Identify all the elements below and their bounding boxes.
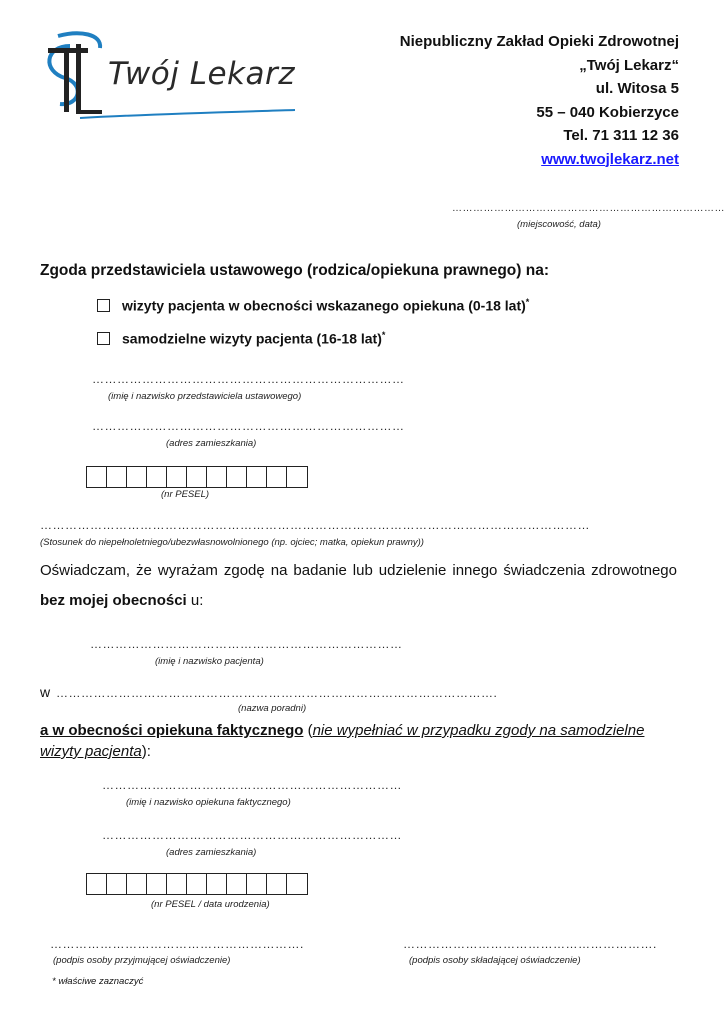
pesel-cell[interactable] bbox=[187, 874, 207, 894]
logo-brand-text: Twój Lekarz bbox=[108, 56, 296, 92]
pesel-cell[interactable] bbox=[247, 874, 267, 894]
pesel-cell[interactable] bbox=[207, 467, 227, 487]
website-link[interactable]: www.twojlekarz.net bbox=[541, 150, 679, 168]
rep-name-field[interactable]: ………………………………………………………………… bbox=[92, 372, 405, 386]
statement-paragraph bbox=[40, 556, 677, 616]
clinic-logo bbox=[40, 26, 300, 126]
place-date-caption: (miejscowość, data) bbox=[517, 219, 601, 230]
clinic-name-field[interactable]: ……………………………………………………………………………………………. bbox=[56, 686, 498, 700]
clinic-header bbox=[400, 30, 679, 171]
pesel-cell[interactable] bbox=[127, 467, 147, 487]
option-2-label: samodzielne wizyty pacjenta (16-18 lat) bbox=[122, 330, 382, 347]
header-line-4: 55 – 040 Kobierzyce bbox=[536, 103, 679, 121]
pesel-cell[interactable] bbox=[227, 874, 247, 894]
option-row-2 bbox=[97, 330, 385, 347]
rep-name-caption: (imię i nazwisko przedstawiciela ustawowego) bbox=[108, 391, 302, 402]
clinic-name-caption: (nazwa poradni) bbox=[238, 703, 307, 714]
clinic-w-label: w bbox=[40, 684, 51, 700]
place-date-field[interactable]: …………………………………………………………………… bbox=[452, 203, 725, 214]
guardian-presence-note: nie wypełniać w przypadku zgody na samodzielne wizyty pacjenta bbox=[40, 722, 645, 760]
header-line-5: Tel. 71 311 12 36 bbox=[563, 127, 679, 144]
pesel-cell[interactable] bbox=[127, 874, 147, 894]
rep-pesel-caption: (nr PESEL) bbox=[161, 489, 210, 500]
guardian-presence-bold: a w obecności opiekuna faktycznego bbox=[40, 722, 304, 739]
guardian-address-caption: (adres zamieszkania) bbox=[166, 847, 257, 858]
guardian-pesel-grid[interactable] bbox=[86, 873, 308, 895]
option-1-footnote-mark: * bbox=[525, 297, 530, 307]
pesel-cell[interactable] bbox=[87, 467, 107, 487]
guardian-name-caption: (imię i nazwisko opiekuna faktycznego) bbox=[126, 797, 291, 808]
declarant-signature-field[interactable]: ……………………………………………………. bbox=[403, 937, 657, 951]
pesel-cell[interactable] bbox=[87, 874, 107, 894]
option-1-label: wizyty pacjenta w obecności wskazanego opiekuna (0-18 lat) bbox=[122, 297, 526, 314]
pesel-cell[interactable] bbox=[167, 874, 187, 894]
receiver-signature-caption: (podpis osoby przyjmującej oświadczenie) bbox=[53, 955, 231, 966]
statement-part-2: u: bbox=[186, 592, 204, 609]
rep-address-field[interactable]: ………………………………………………………………… bbox=[92, 419, 405, 433]
pesel-cell[interactable] bbox=[147, 467, 167, 487]
option-2-checkbox[interactable] bbox=[97, 332, 110, 345]
patient-name-caption: (imię i nazwisko pacjenta) bbox=[155, 656, 264, 667]
consent-title: Zgoda przedstawiciela ustawowego (rodzica/opiekuna prawnego) na: bbox=[40, 262, 549, 279]
declarant-signature-caption: (podpis osoby składającej oświadczenie) bbox=[409, 955, 581, 966]
pesel-cell[interactable] bbox=[267, 467, 287, 487]
header-line-2: „Twój Lekarz“ bbox=[579, 56, 679, 74]
guardian-address-field[interactable]: ……………………………………………………………… bbox=[102, 828, 402, 842]
pesel-cell[interactable] bbox=[147, 874, 167, 894]
relation-field[interactable]: …………………………………………………………………………………………………………………… bbox=[40, 518, 590, 532]
statement-bold: bez mojej obecności bbox=[40, 592, 187, 609]
rep-address-caption: (adres zamieszkania) bbox=[166, 438, 257, 449]
header-line-1: Niepubliczny Zakład Opieki Zdrowotnej bbox=[399, 33, 679, 50]
receiver-signature-field[interactable]: ……………………………………………………. bbox=[50, 937, 304, 951]
guardian-presence-line bbox=[40, 720, 677, 762]
header-line-3: ul. Witosa 5 bbox=[595, 80, 679, 97]
pesel-cell[interactable] bbox=[167, 467, 187, 487]
guardian-name-field[interactable]: ……………………………………………………………… bbox=[102, 778, 402, 792]
option-2-footnote-mark: * bbox=[381, 330, 386, 340]
rep-pesel-grid[interactable] bbox=[86, 466, 308, 488]
pesel-cell[interactable] bbox=[247, 467, 267, 487]
pesel-cell[interactable] bbox=[287, 467, 307, 487]
guardian-pesel-caption: (nr PESEL / data urodzenia) bbox=[151, 899, 270, 910]
pesel-cell[interactable] bbox=[207, 874, 227, 894]
statement-part-1: Oświadczam, że wyrażam zgodę na badanie lub udzielenie innego świadczenia zdrowotnego bbox=[40, 562, 677, 579]
patient-name-field[interactable]: ………………………………………………………………… bbox=[90, 637, 403, 651]
option-1-checkbox[interactable] bbox=[97, 299, 110, 312]
guardian-presence-open: ( bbox=[303, 722, 313, 739]
pesel-cell[interactable] bbox=[227, 467, 247, 487]
footnote: * właściwe zaznaczyć bbox=[52, 976, 144, 987]
pesel-cell[interactable] bbox=[107, 874, 127, 894]
pesel-cell[interactable] bbox=[187, 467, 207, 487]
pesel-cell[interactable] bbox=[267, 874, 287, 894]
pesel-cell[interactable] bbox=[107, 467, 127, 487]
relation-caption: (Stosunek do niepełnoletniego/ubezwłasnowolnionego (np. ojciec; matka, opiekun prawny)) bbox=[40, 537, 424, 548]
option-row-1 bbox=[97, 297, 529, 314]
guardian-presence-close: ): bbox=[141, 743, 151, 760]
pesel-cell[interactable] bbox=[287, 874, 307, 894]
